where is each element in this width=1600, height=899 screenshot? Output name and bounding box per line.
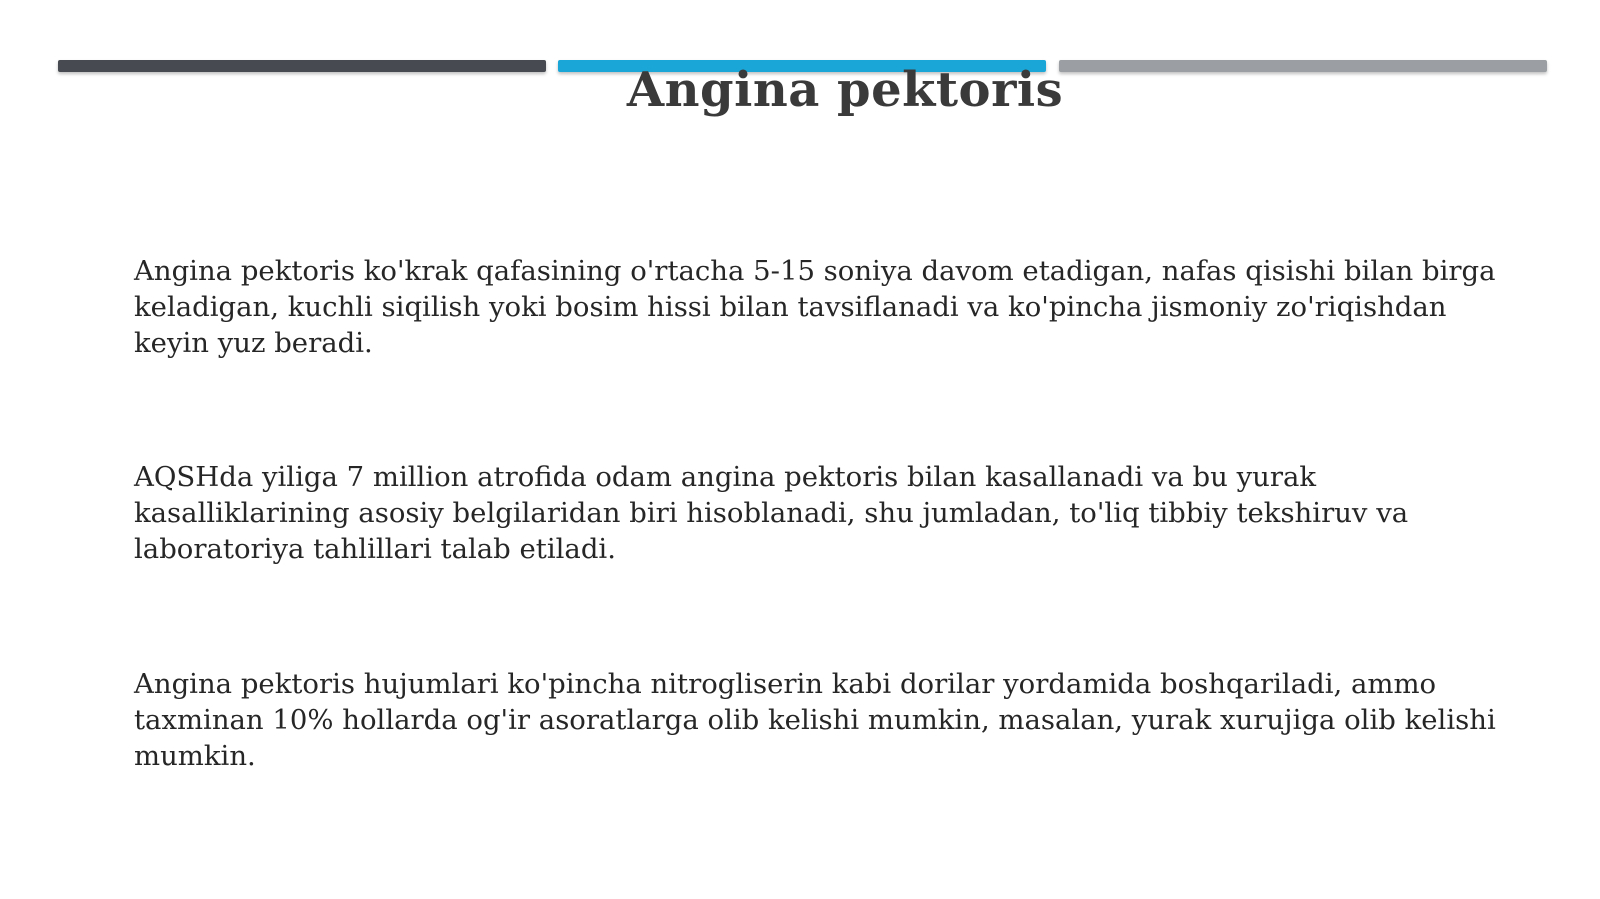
paragraph-definition: Angina pektoris ko'krak qafasining o'rtacha 5-15 soniya davom etadigan, nafas qisishi bilan birga keladigan, kuchli siqilish yoki bosim hissi bilan tavsiflanadi va ko'pincha jismoniy zo'riqishdan keyin yuz beradi.	[134, 255, 1496, 359]
paragraph-statistics: AQSHda yiliga 7 million atrofida odam angina pektoris bilan kasallanadi va bu yurak kasalliklarining asosiy belgilaridan biri hisoblanadi, shu jumladan, to'liq tibbiy tekshiruv va laboratoriya tahlillari talab etiladi.	[134, 461, 1409, 565]
slide-title: Angina pektoris	[626, 62, 1064, 118]
paragraph-treatment: Angina pektoris hujumlari ko'pincha nitrogliserin kabi dorilar yordamida boshqariladi, ammo taxminan 10% hollarda og'ir asoratlarga olib kelishi mumkin, masalan, yurak xurujiga olib kelishi mumkin.	[134, 668, 1496, 772]
